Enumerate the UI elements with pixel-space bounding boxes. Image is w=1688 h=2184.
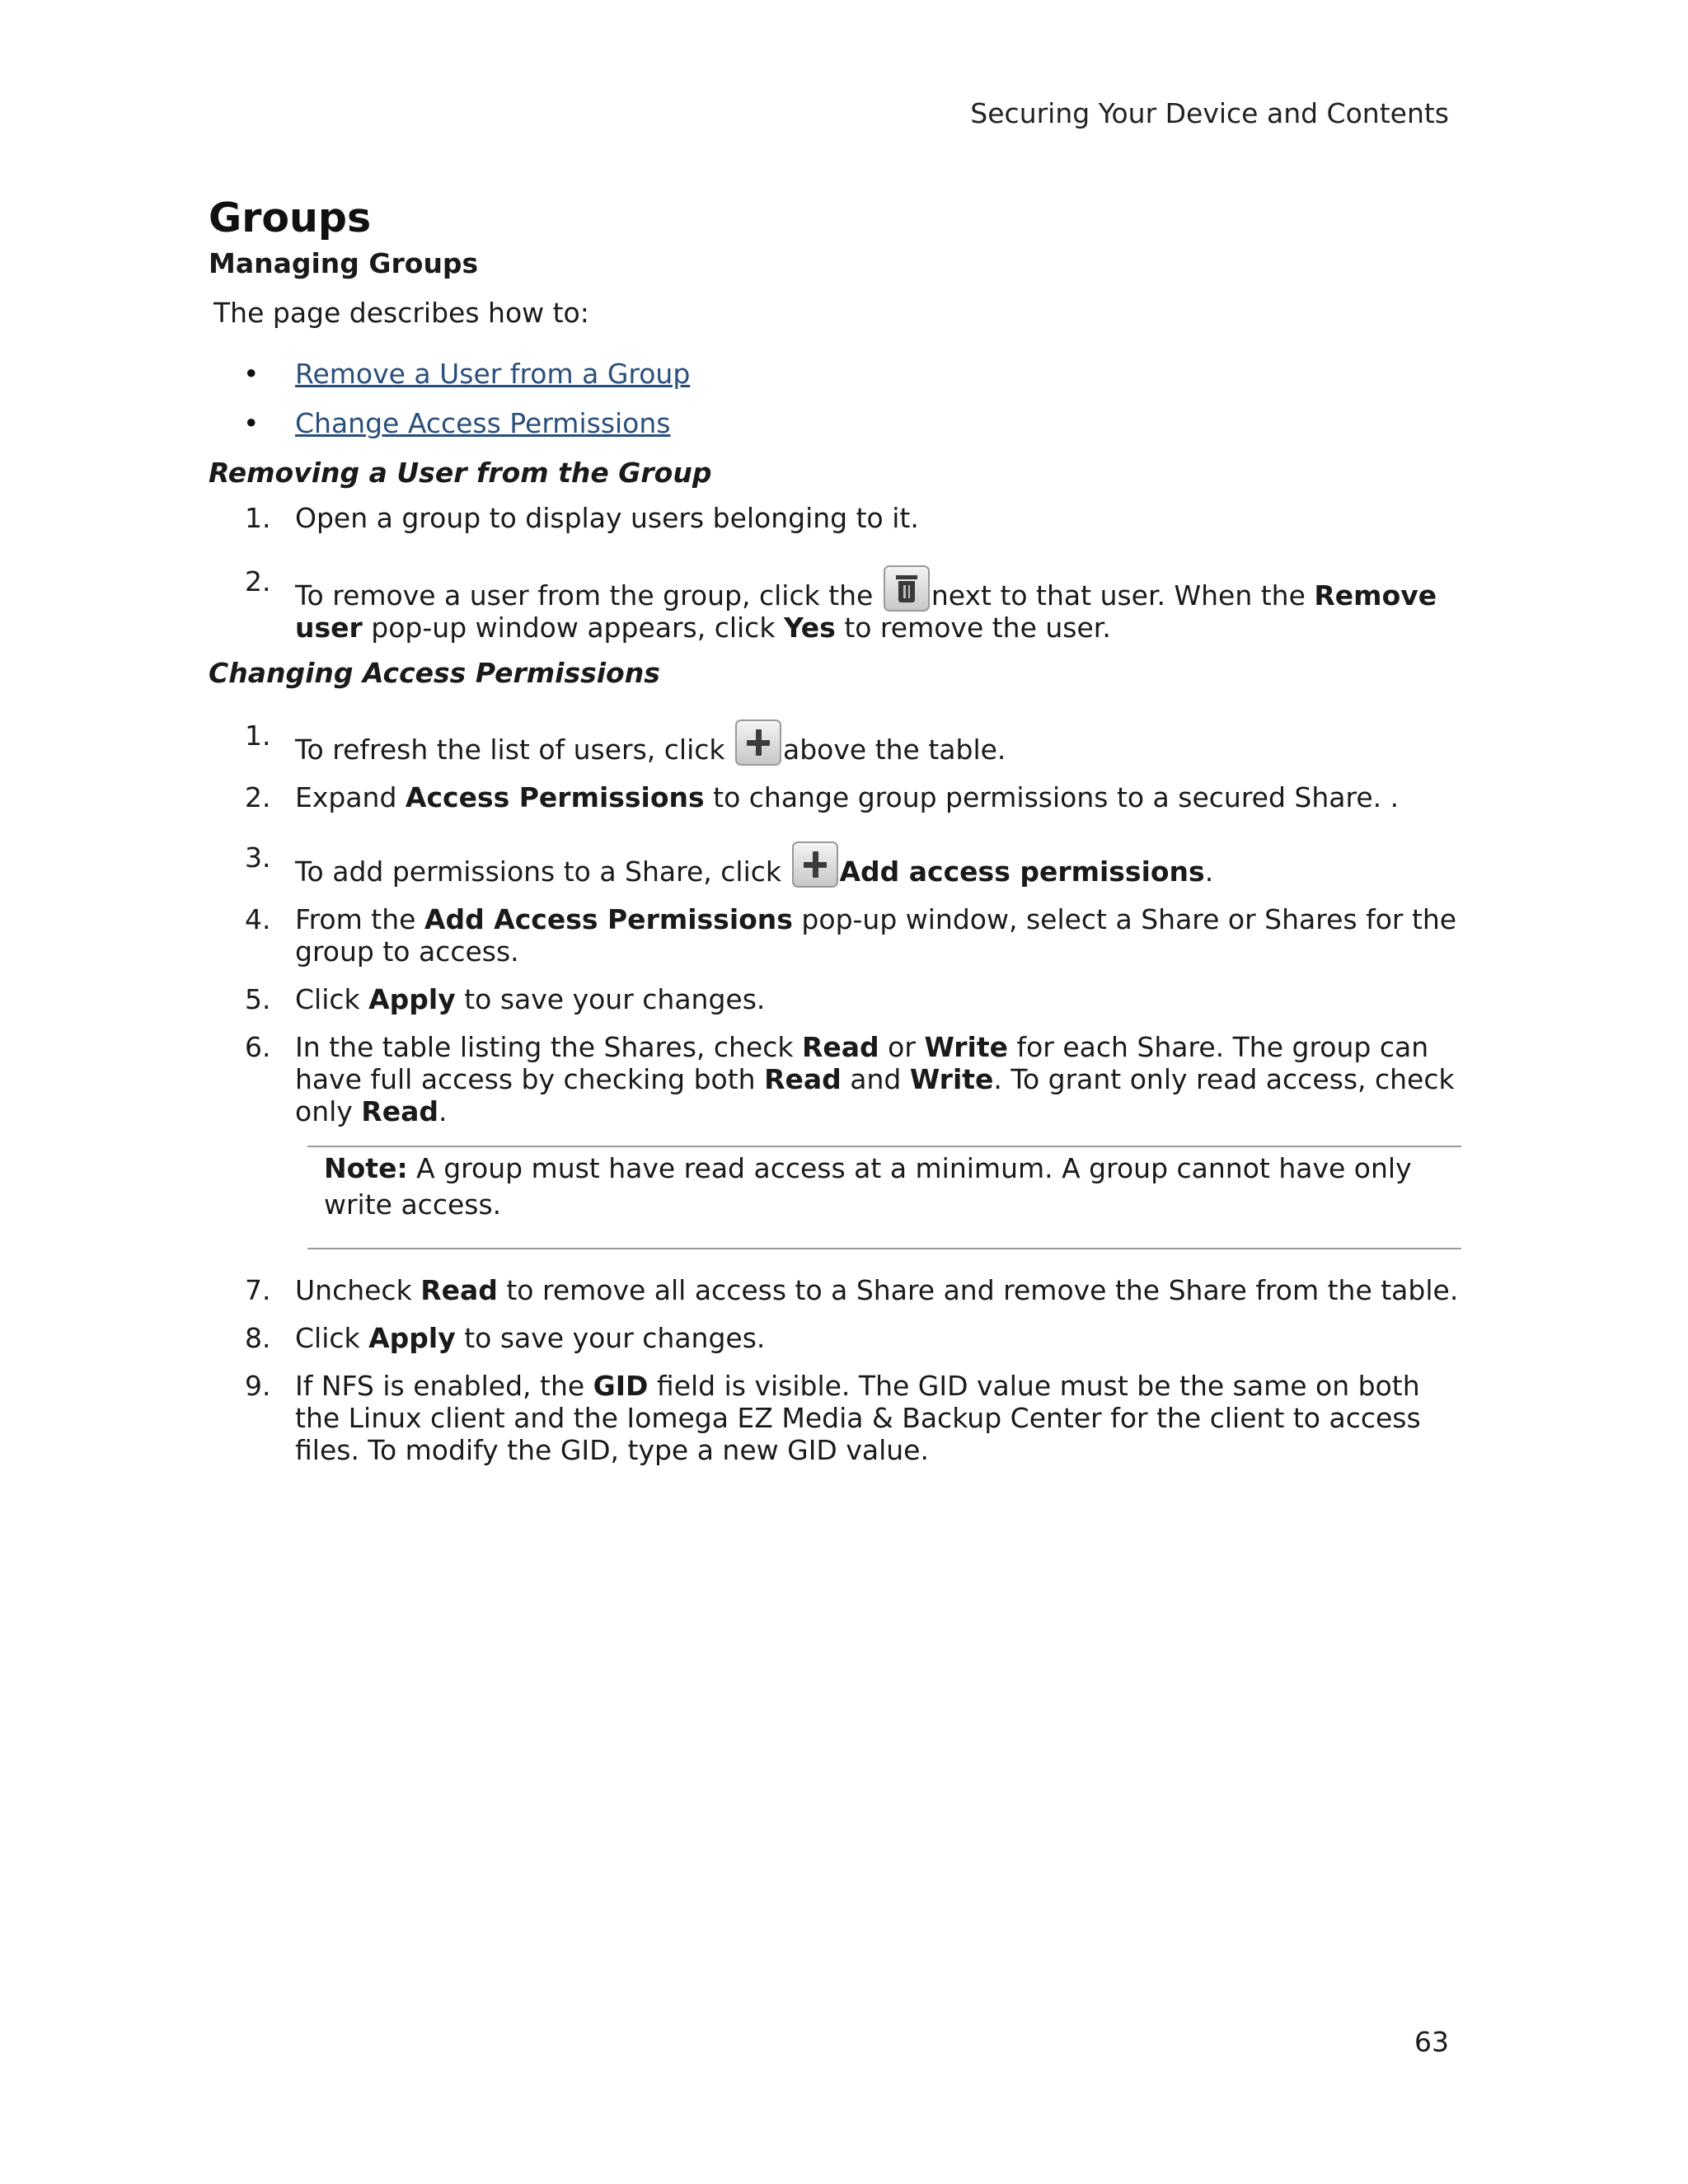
ui-term: Add Access Permissions	[424, 903, 793, 935]
step-number: 6.	[245, 1031, 271, 1063]
step-text: above the table.	[783, 733, 1006, 766]
step-text: Uncheck	[295, 1274, 421, 1306]
step-item	[209, 1031, 1461, 1127]
step-number: 9.	[245, 1370, 271, 1402]
ui-term: Add access permissions	[839, 855, 1205, 888]
remove-section-title: Removing a User from the Group	[209, 457, 712, 489]
step-number: 1.	[245, 502, 271, 534]
step-text: next to that user. When the	[931, 579, 1315, 612]
ui-term: Read	[802, 1031, 879, 1063]
change-steps	[209, 719, 1461, 1127]
step-text: to remove the user.	[835, 612, 1111, 644]
step-text: to change group permissions to a secured Share. .	[704, 781, 1400, 813]
step-number: 2.	[245, 781, 271, 813]
list-item	[209, 405, 1461, 442]
step-text: pop-up window, select a Share or Shares for the group to access.	[295, 903, 1457, 968]
change-steps-continued	[209, 1274, 1461, 1466]
ui-term: Read	[361, 1095, 438, 1127]
page-number: 63	[1414, 2026, 1449, 2058]
step-item	[209, 903, 1461, 968]
step-item	[209, 1370, 1461, 1466]
step-text: to remove all access to a Share and remove the Share from the table.	[497, 1274, 1459, 1306]
step-text: pop-up window appears, click	[362, 612, 784, 644]
plus-icon	[735, 719, 781, 766]
step-text: .	[1204, 855, 1214, 888]
change-section-title: Changing Access Permissions	[209, 657, 660, 689]
step-number: 3.	[245, 841, 271, 874]
step-text: to save your changes.	[455, 1322, 766, 1354]
step-item	[209, 841, 1461, 888]
trash-icon	[884, 565, 930, 612]
section-subtitle: Managing Groups	[209, 247, 479, 279]
step-number: 1.	[245, 719, 271, 752]
remove-steps	[209, 502, 1461, 644]
step-text: To remove a user from the group, click the	[295, 579, 882, 612]
page-content	[209, 191, 1461, 1466]
page-title: Groups	[209, 194, 372, 241]
step-text: field is visible. The GID value must be the same on both the Linux client and the Iomega EZ Media & Backup Center for the client to access files. To modify the GID, type a new GID value.	[295, 1370, 1421, 1466]
step-text: to save your changes.	[455, 983, 766, 1015]
step-item	[209, 502, 1461, 534]
step-text: If NFS is enabled, the	[295, 1370, 593, 1402]
step-number: 7.	[245, 1274, 271, 1306]
note-label: Note:	[324, 1152, 408, 1184]
step-number: 5.	[245, 983, 271, 1015]
ui-term: Access Permissions	[405, 781, 705, 813]
ui-term: Apply	[368, 983, 456, 1015]
step-text: Click	[295, 1322, 369, 1354]
remove-user-link[interactable]: Remove a User from a Group	[295, 358, 691, 390]
ui-term: Apply	[368, 1322, 456, 1354]
ui-term: Write	[909, 1063, 994, 1095]
note-box	[307, 1146, 1461, 1249]
step-text: or	[879, 1031, 925, 1063]
step-item	[209, 983, 1461, 1015]
step-item	[209, 565, 1461, 644]
step-number: 2.	[245, 565, 271, 598]
ui-term: Remove user	[295, 579, 1437, 644]
step-item	[209, 719, 1461, 766]
plus-icon	[792, 841, 838, 888]
step-item	[209, 1322, 1461, 1354]
step-item	[209, 781, 1461, 813]
step-text: . To grant only read access, check only	[295, 1063, 1455, 1127]
note-text: A group must have read access at a minimum. A group cannot have only write access.	[324, 1152, 1412, 1221]
ui-term: Write	[924, 1031, 1008, 1063]
ui-term: Read	[420, 1274, 498, 1306]
step-text: Click	[295, 983, 369, 1015]
step-text: and	[841, 1063, 910, 1095]
intro-text: The page describes how to:	[213, 297, 589, 329]
step-text: for each Share. The group can have full access by checking both	[295, 1031, 1429, 1095]
step-text: In the table listing the Shares, check	[295, 1031, 802, 1063]
step-text: To refresh the list of users, click	[295, 733, 734, 766]
list-item	[209, 356, 1461, 392]
change-access-link[interactable]: Change Access Permissions	[295, 407, 671, 439]
step-text: From the	[295, 903, 424, 935]
topic-links	[209, 356, 1461, 442]
ui-term: Yes	[783, 612, 836, 644]
step-item	[209, 1274, 1461, 1306]
step-number: 8.	[245, 1322, 271, 1354]
step-number: 4.	[245, 903, 271, 935]
step-text: Open a group to display users belonging to it.	[295, 502, 919, 534]
step-text: Expand	[295, 781, 406, 813]
step-text: .	[438, 1095, 448, 1127]
ui-term: GID	[593, 1370, 649, 1402]
step-text: To add permissions to a Share, click	[295, 855, 790, 888]
ui-term: Read	[764, 1063, 842, 1095]
running-header: Securing Your Device and Contents	[970, 97, 1449, 129]
